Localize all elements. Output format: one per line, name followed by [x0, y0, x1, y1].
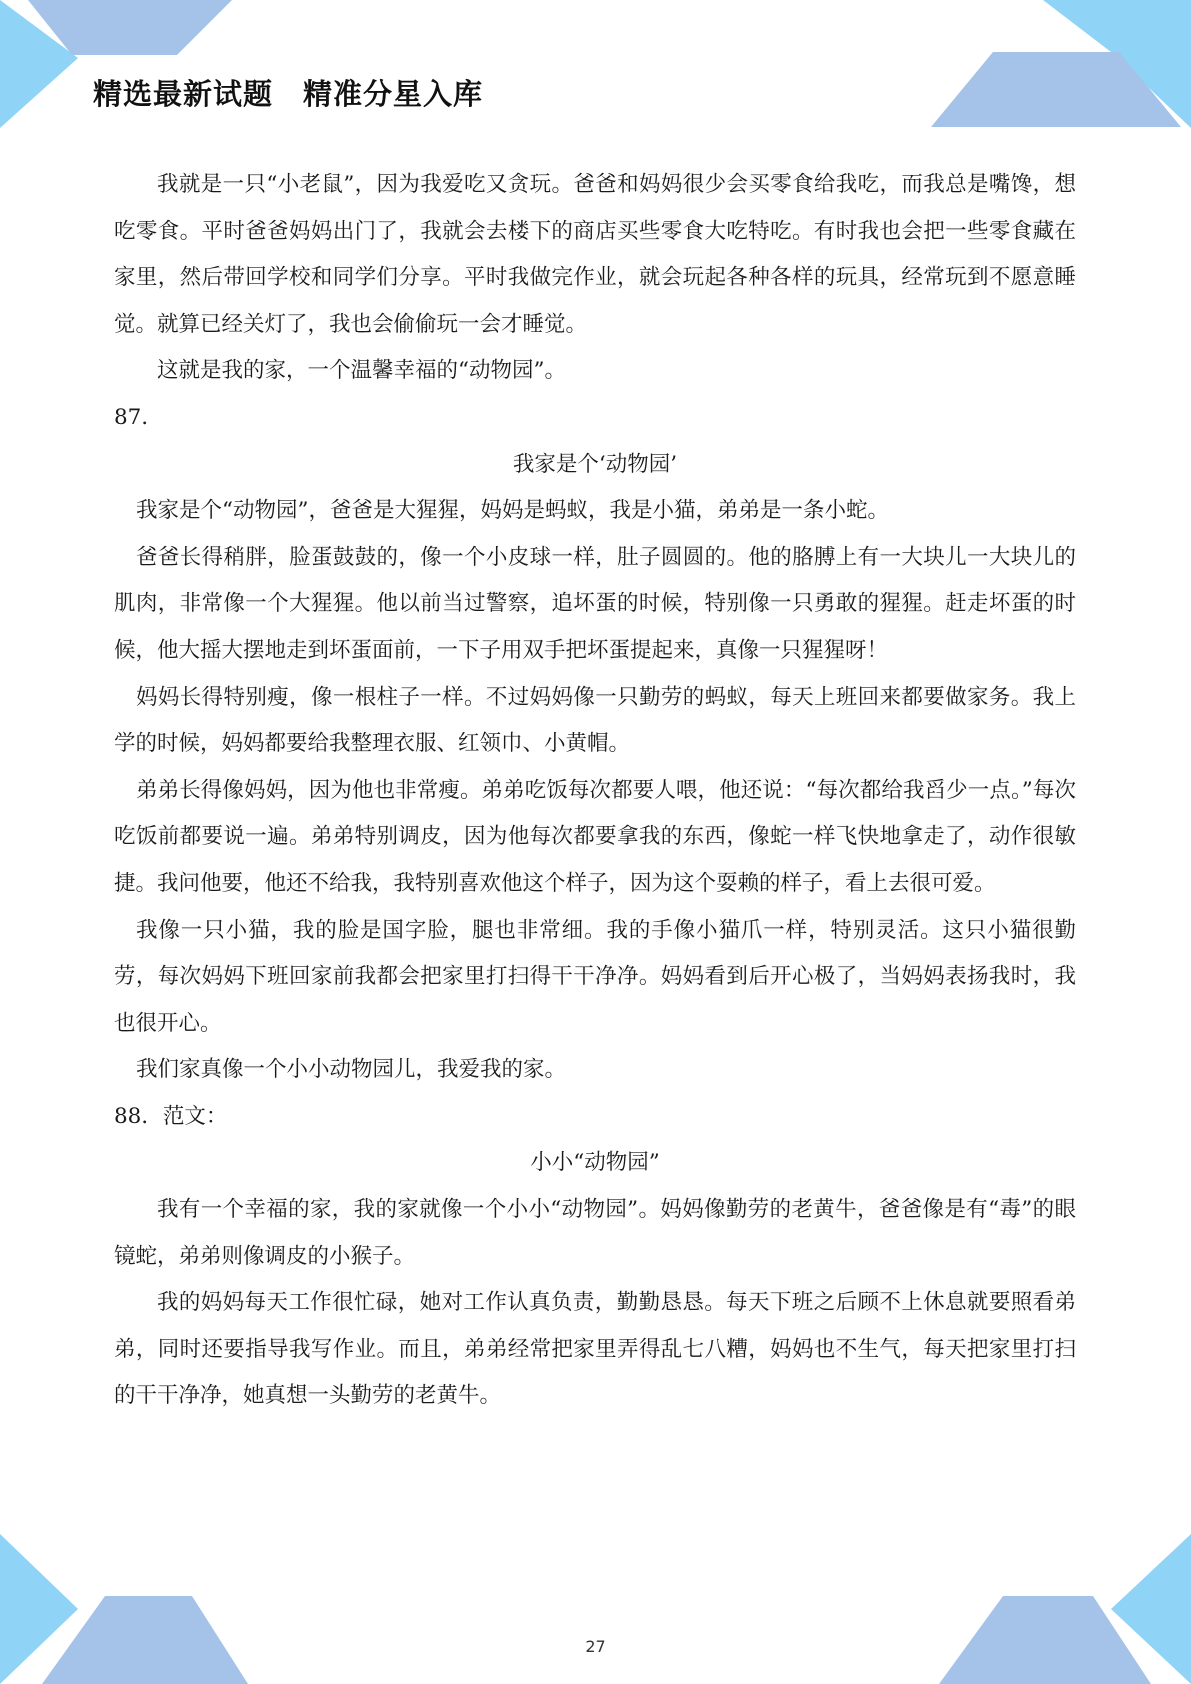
paragraph: 我们家真像一个小小动物园儿，我爱我的家。 — [136, 1057, 567, 1083]
paragraph: 我的妈妈每天工作很忙碌，她对工作认真负责，勤勤恳恳。每天下班之后顾不上休息就要照看弟弟，同时还要指导我写作业。而且，弟弟经常把家里弄得乱七八糟，妈妈也不生气，每天把家里打扫的干干净净，她真想一头勤劳的老黄牛。 — [114, 1290, 1076, 1409]
document-body — [114, 162, 1076, 1420]
paragraph: 妈妈长得特别瘦，像一根柱子一样。不过妈妈像一只勤劳的蚂蚁，每天上班回来都要做家务。我上学的时候，妈妈都要给我整理衣服、红领巾、小黄帽。 — [114, 684, 1076, 757]
paragraph: 这就是我的家，一个温馨幸福的“动物园”。 — [157, 358, 566, 384]
paragraph: 爸爸长得稍胖，脸蛋鼓鼓的，像一个小皮球一样，肚子圆圆的。他的胳膊上有一大块儿一大块儿的肌肉，非常像一个大猩猩。他以前当过警察，追坏蛋的时候，特别像一只勇敢的猩猩。赶走坏蛋的时候，他大摇大摆地走到坏蛋面前，一下子用双手把坏蛋提起来，真像一只猩猩呀！ — [114, 544, 1076, 663]
question-number: 87． — [114, 404, 163, 430]
essay-title: 小小“动物园” — [530, 1150, 660, 1176]
bottom-left-decoration — [0, 1534, 260, 1684]
paragraph: 我家是个“动物园”，爸爸是大猩猩，妈妈是蚂蚁，我是小猫，弟弟是一条小蛇。 — [136, 498, 889, 524]
paragraph: 弟弟长得像妈妈，因为他也非常瘦。弟弟吃饭每次都要人喂，他还说：“每次都给我舀少一点。”每次吃饭前都要说一遍。弟弟特别调皮，因为他每次都要拿我的东西，像蛇一样飞快地拿走了，动作很敏捷。我问他要，他还不给我，我特别喜欢他这个样子，因为这个耍赖的样子，看上去很可爱。 — [114, 777, 1076, 896]
bottom-right-decoration — [931, 1534, 1191, 1684]
top-left-decoration — [0, 0, 240, 135]
essay-title: 我家是个‘动物园’ — [512, 451, 678, 477]
top-right-decoration — [931, 0, 1191, 135]
paragraph: 我就是一只“小老鼠”，因为我爱吃又贪玩。爸爸和妈妈很少会买零食给我吃，而我总是嘴馋，想吃零食。平时爸爸妈妈出门了，我就会去楼下的商店买些零食大吃特吃。有时我也会把一些零食藏在家里，然后带回学校和同学们分享。平时我做完作业，就会玩起各种各样的玩具，经常玩到不愿意睡觉。就算已经关灯了，我也会偷偷玩一会才睡觉。 — [114, 172, 1076, 337]
page-number: 27 — [585, 1637, 606, 1656]
paragraph: 我像一只小猫，我的脸是国字脸，腿也非常细。我的手像小猫爪一样，特别灵活。这只小猫很勤劳，每次妈妈下班回家前我都会把家里打扫得干干净净。妈妈看到后开心极了，当妈妈表扬我时，我也很开心。 — [114, 917, 1076, 1036]
header-title: 精选最新试题 精准分星入库 — [93, 77, 484, 111]
question-number: 88．范文： — [114, 1103, 228, 1129]
paragraph: 我有一个幸福的家，我的家就像一个小小“动物园”。妈妈像勤劳的老黄牛，爸爸像是有“毒”的眼镜蛇，弟弟则像调皮的小猴子。 — [114, 1197, 1076, 1269]
